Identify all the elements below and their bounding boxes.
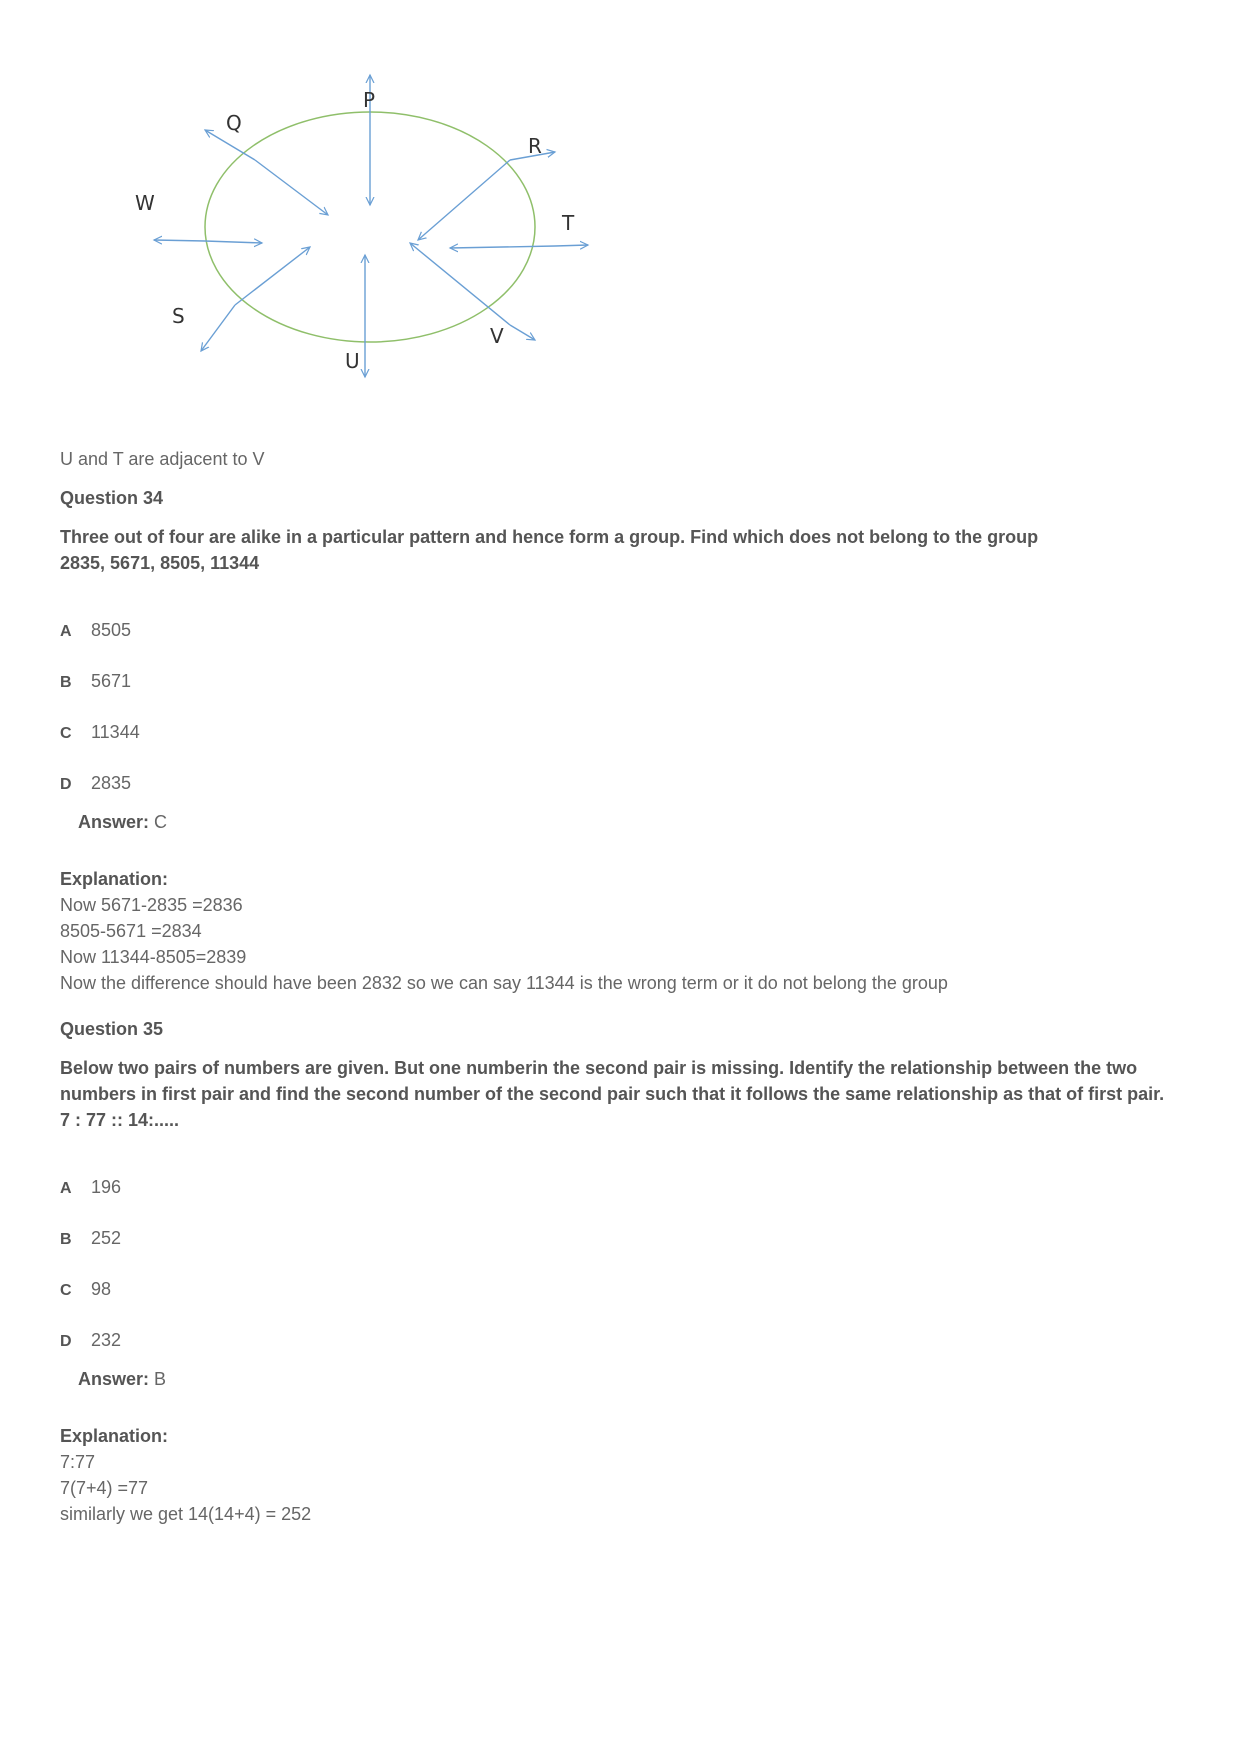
option-value: 98 bbox=[91, 1279, 112, 1299]
question-text-line: Three out of four are alike in a particular pattern and hence form a group. Find which does not belong to the group bbox=[60, 527, 1039, 547]
label-q: Q bbox=[226, 111, 242, 135]
question-text-line: Below two pairs of numbers are given. But one numberin the second pair is missing. Identify the relationship between the two bbox=[60, 1058, 1138, 1078]
label-t: T bbox=[562, 211, 575, 235]
option-a[interactable] bbox=[60, 617, 131, 645]
label-u: U bbox=[345, 349, 360, 373]
option-value: 252 bbox=[91, 1228, 122, 1248]
answer-34 bbox=[78, 809, 167, 835]
label-w: W bbox=[135, 191, 155, 215]
option-b[interactable] bbox=[60, 668, 131, 696]
arrow-r-in bbox=[418, 160, 510, 240]
option-value: 11344 bbox=[91, 722, 140, 742]
answer-value: C bbox=[154, 812, 168, 832]
option-value: 232 bbox=[91, 1330, 122, 1350]
question-text-line: numbers in first pair and find the second number of the second pair such that it follows the same relationship as that of first pair. bbox=[60, 1084, 1165, 1104]
label-p: P bbox=[363, 88, 376, 112]
answer-label: Answer: bbox=[78, 812, 150, 832]
explanation-line: Now the difference should have been 2832 so we can say 11344 is the wrong term or it do not belong the group bbox=[60, 973, 948, 993]
arrow-w-out bbox=[154, 240, 205, 241]
option-d[interactable] bbox=[60, 770, 131, 798]
arrow-t-out bbox=[555, 245, 588, 246]
option-letter: D bbox=[60, 1333, 72, 1350]
option-value: 8505 bbox=[91, 620, 132, 640]
arrow-w-in bbox=[205, 241, 262, 243]
explanation-label: Explanation: bbox=[60, 869, 169, 889]
option-letter: B bbox=[60, 1231, 72, 1248]
explanation-line: similarly we get 14(14+4) = 252 bbox=[60, 1504, 312, 1524]
direction-diagram bbox=[60, 55, 660, 435]
arrow-s-out bbox=[201, 305, 235, 351]
explanation-35 bbox=[60, 1423, 311, 1527]
label-r: R bbox=[528, 134, 542, 158]
option-letter: A bbox=[60, 1180, 72, 1197]
label-s: S bbox=[172, 304, 185, 328]
option-a[interactable] bbox=[60, 1174, 121, 1202]
option-letter: C bbox=[60, 725, 72, 742]
arrow-v-out bbox=[510, 325, 535, 340]
question-34-text bbox=[60, 524, 1180, 576]
answer-label: Answer: bbox=[78, 1369, 150, 1389]
option-value: 2835 bbox=[91, 773, 132, 793]
question-text-line: 2835, 5671, 8505, 11344 bbox=[60, 553, 260, 573]
option-letter: D bbox=[60, 776, 72, 793]
option-value: 196 bbox=[91, 1177, 122, 1197]
explanation-34 bbox=[60, 866, 948, 996]
explanation-line: 8505-5671 =2834 bbox=[60, 921, 202, 941]
explanation-label: Explanation: bbox=[60, 1426, 169, 1446]
option-c[interactable] bbox=[60, 719, 140, 747]
explanation-line: Now 5671-2835 =2836 bbox=[60, 895, 243, 915]
arrow-t-in bbox=[450, 246, 555, 248]
option-value: 5671 bbox=[91, 671, 132, 691]
intro-note: U and T are adjacent to V bbox=[60, 449, 265, 469]
arrow-v-in bbox=[410, 243, 510, 325]
label-v: V bbox=[490, 324, 504, 348]
arrow-s-in bbox=[235, 247, 310, 305]
option-letter: C bbox=[60, 1282, 72, 1299]
question-text-line: 7 : 77 :: 14:..... bbox=[60, 1110, 180, 1130]
answer-value: B bbox=[154, 1369, 167, 1389]
question-35-title: Question 35 bbox=[60, 1019, 164, 1039]
question-34-title: Question 34 bbox=[60, 488, 164, 508]
option-d[interactable] bbox=[60, 1327, 121, 1355]
option-letter: B bbox=[60, 674, 72, 691]
option-b[interactable] bbox=[60, 1225, 121, 1253]
option-letter: A bbox=[60, 623, 72, 640]
answer-35 bbox=[78, 1366, 166, 1392]
explanation-line: 7(7+4) =77 bbox=[60, 1478, 149, 1498]
explanation-line: 7:77 bbox=[60, 1452, 96, 1472]
question-35-text bbox=[60, 1055, 1180, 1133]
option-c[interactable] bbox=[60, 1276, 111, 1304]
arrow-q-in bbox=[255, 160, 328, 215]
explanation-line: Now 11344-8505=2839 bbox=[60, 947, 247, 967]
